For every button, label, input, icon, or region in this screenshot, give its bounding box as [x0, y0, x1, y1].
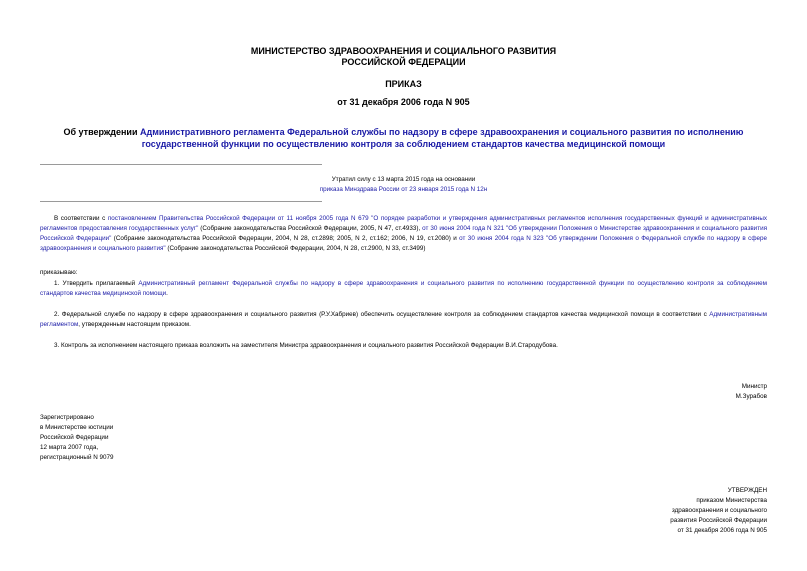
ministry-line-1: МИНИСТЕРСТВО ЗДРАВООХРАНЕНИЯ И СОЦИАЛЬНОГО РАЗВИТИЯ	[250, 46, 557, 56]
regulation-link[interactable]: Административный регламент Федеральной службы по надзору в сфере здравоохранения и социального развития по исполнению государственной функции по осуществлению контроля за соблюдением стандартов качества медицинской помощи	[40, 280, 768, 297]
item-2	[40, 310, 767, 330]
preamble-text-1: В соответствии с	[54, 215, 108, 222]
resolution-321-link[interactable]: от 30 июня 2004 года N 321 "Об утверждении Положения о Министерстве здравоохранения и социального развития Российской Федерации"	[40, 225, 767, 242]
approved-line-4: развития Российской Федерации	[670, 517, 767, 524]
preamble-text-2: (Собрание законодательства Российской Федерации, 2005, N 47, ст.4933),	[198, 225, 423, 232]
doc-date: от 31 декабря 2006 года N 905	[337, 97, 470, 107]
registration-line-3: Российской Федерации	[40, 434, 109, 441]
item-2-prefix: 2. Федеральной службе по надзору в сфере здравоохранения и социального развития (Р.У.Хабриев) обеспечить осуществление контроля за соблюдением стандартов качества медицинской помощи в соответствии с	[54, 311, 710, 318]
registration-line-1: Зарегистрировано	[40, 414, 94, 421]
registration-line-2: в Министерстве юстиции	[40, 424, 114, 431]
repeal-order-link[interactable]: приказа Минздрава России от 23 января 2015 года N 12н	[319, 186, 488, 193]
item-2-suffix: , утвержденным настоящим приказом.	[78, 321, 191, 328]
divider-top	[40, 164, 322, 165]
repeal-text: Утратил силу с 13 марта 2015 года на основании	[331, 176, 476, 183]
repeal-note	[40, 175, 767, 195]
registration-block	[40, 413, 114, 463]
title-regulation-link-cont[interactable]: государственной функции по осуществлению контроля за соблюдением стандартов качества медицинской помощи	[141, 139, 666, 149]
preamble-text-3: (Собрание законодательства Российской Федерации, 2004, N 28, ст.2898; 2005, N 2, ст.162; 2006, N 19, ст.2080) и	[111, 235, 460, 242]
approved-line-5: от 31 декабря 2006 года N 905	[677, 527, 767, 534]
item-3: 3. Контроль за исполнением настоящего приказа возложить на заместителя Министра здравоохранения и социального развития Российской Федерации В.И.Стародубова.	[54, 342, 558, 349]
title-prefix: Об утверждении	[63, 127, 140, 137]
doc-title	[40, 126, 767, 150]
registration-line-4: 12 марта 2007 года,	[40, 444, 99, 451]
doc-type: ПРИКАЗ	[385, 79, 422, 89]
resolution-679-link[interactable]: постановлением Правительства Российской Федерации от 11 ноября 2005 года N 679 "О порядке разработки и утверждения административных регламентов исполнения государственных функций и административных регламентов предоставления государственных услуг"	[40, 215, 767, 232]
preamble-paragraph	[40, 214, 767, 254]
ministry-name	[40, 46, 767, 68]
signature-name: М.Зурабов	[735, 393, 767, 400]
item-1-suffix: .	[166, 290, 168, 297]
item-1-prefix: 1. Утвердить прилагаемый	[54, 280, 139, 287]
order-word: приказываю:	[40, 269, 78, 276]
signature-block	[736, 382, 767, 402]
resolution-323-link[interactable]: от 30 июня 2004 года N 323 "Об утверждении Положения о Федеральной службе по надзору в сфере здравоохранения и социального развития"	[40, 235, 768, 252]
admin-regulation-link[interactable]: Административным регламентом	[40, 311, 767, 328]
signature-role: Министр	[741, 383, 767, 390]
preamble-text-4: (Собрание законодательства Российской Федерации, 2004, N 28, ст.2900, N 33, ст.3499)	[165, 245, 426, 252]
approved-line-1: УТВЕРЖДЕН	[727, 487, 767, 494]
approved-block	[670, 486, 767, 536]
ministry-line-2: РОССИЙСКОЙ ФЕДЕРАЦИИ	[341, 57, 466, 67]
divider-bottom	[40, 201, 322, 202]
approved-line-2: приказом Министерства	[696, 497, 767, 504]
approved-line-3: здравоохранения и социального	[671, 507, 767, 514]
item-1	[40, 279, 767, 299]
title-regulation-link[interactable]: Административного регламента Федеральной службы по надзору в сфере здравоохранения и социального развития по исполнению	[139, 127, 744, 137]
registration-line-5: регистрационный N 9079	[40, 454, 114, 461]
